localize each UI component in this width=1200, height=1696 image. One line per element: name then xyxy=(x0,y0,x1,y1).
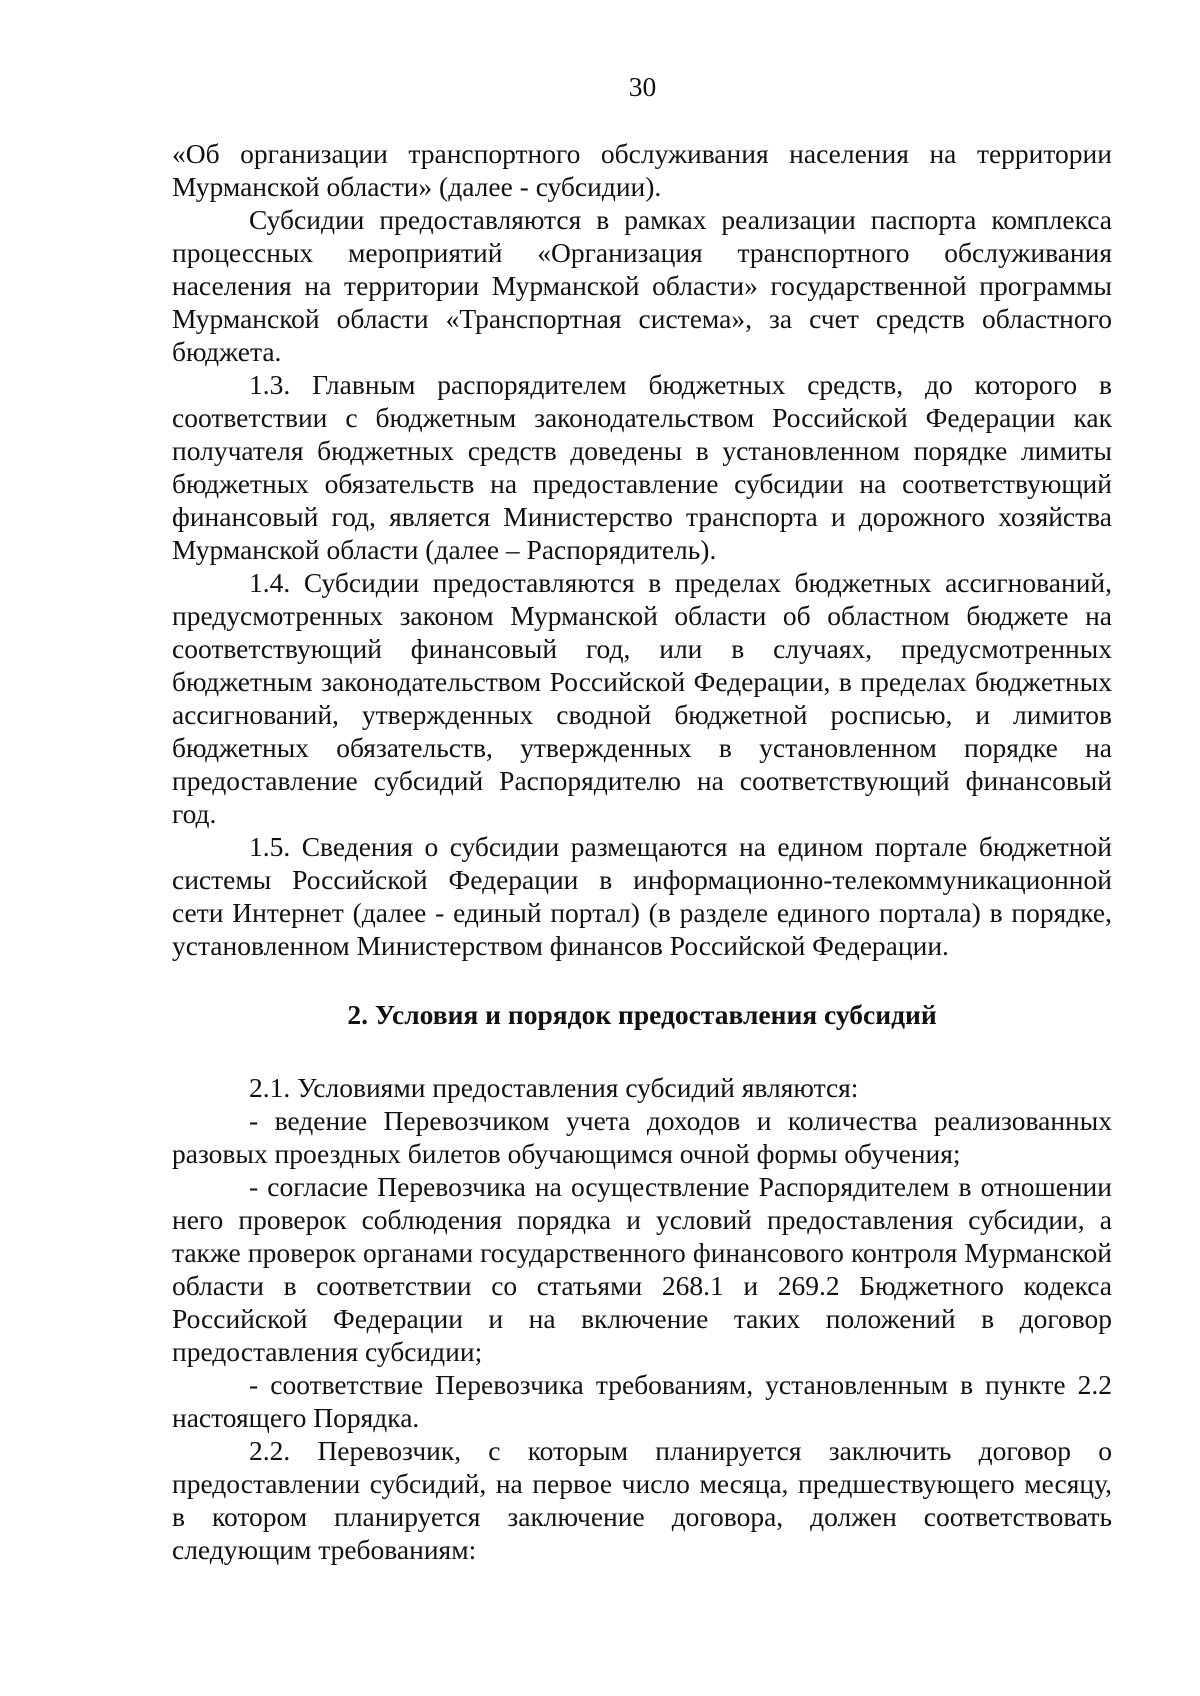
paragraph-2-2: 2.2. Перевозчик, с которым планируется заключить договор о предоставлении субсидий, на первое число месяца, предшествующего месяцу, в котором планируется заключение договора, должен соответствовать следующим требованиям: xyxy=(172,1435,1112,1565)
paragraph-subsidy-source: Субсидии предоставляются в рамках реализации паспорта комплекса процессных мероприятий «Организация транспортного обслуживания населения на территории Мурманской области» государственной программы Мурманской области «Транспортная система», за счет средств областного бюджета. xyxy=(172,204,1112,367)
document-body xyxy=(172,137,1112,1566)
paragraph-1-5: 1.5. Сведения о субсидии размещаются на едином портале бюджетной системы Российской Федерации в информационно-телекоммуникационной сети Интернет (далее - единый портал) (в разделе единого портала) в порядке, установленном Министерством финансов Российской Федерации. xyxy=(172,831,1112,961)
paragraph-2-1: 2.1. Условиями предоставления субсидий являются: xyxy=(249,1072,859,1103)
page-number xyxy=(0,70,1200,103)
list-item-accounting: - ведение Перевозчиком учета доходов и количества реализованных разовых проездных билетов обучающимся очной формы обучения; xyxy=(172,1105,1112,1169)
paragraph-1-4: 1.4. Субсидии предоставляются в пределах бюджетных ассигнований, предусмотренных законом Мурманской области об областном бюджете на соответствующий финансовый год, или в случаях, предусмотренных бюджетным законодательством Российской Федерации, в пределах бюджетных ассигнований, утвержденных сводной бюджетной росписью, и лимитов бюджетных обязательств, утвержденных в установленном порядке на предоставление субсидий Распорядителю на соответствующий финансовый год. xyxy=(172,567,1112,829)
list-item-consent: - согласие Перевозчика на осуществление Распорядителем в отношении него проверок соблюдения порядка и условий предоставления субсидии, а также проверок органами государственного финансового контроля Мурманской области в соответствии со статьями 268.1 и 269.2 Бюджетного кодекса Российской Федерации и на включение таких положений в договор предоставления субсидии; xyxy=(172,1171,1112,1367)
section-heading: 2. Условия и порядок предоставления субсидий xyxy=(347,999,937,1030)
page-number-value: 30 xyxy=(628,71,657,102)
paragraph-1-3: 1.3. Главным распорядителем бюджетных средств, до которого в соответствии с бюджетным законодательством Российской Федерации как получателя бюджетных средств доведены в установленном порядке лимиты бюджетных обязательств на предоставление субсидии на соответствующий финансовый год, является Министерство транспорта и дорожного хозяйства Мурманской области (далее – Распорядитель). xyxy=(172,369,1112,565)
list-item-requirements: - соответствие Перевозчика требованиям, установленным в пункте 2.2 настоящего Порядка. xyxy=(172,1369,1112,1433)
paragraph-continuation: «Об организации транспортного обслуживания населения на территории Мурманской области» (далее - субсидии). xyxy=(172,138,1112,202)
